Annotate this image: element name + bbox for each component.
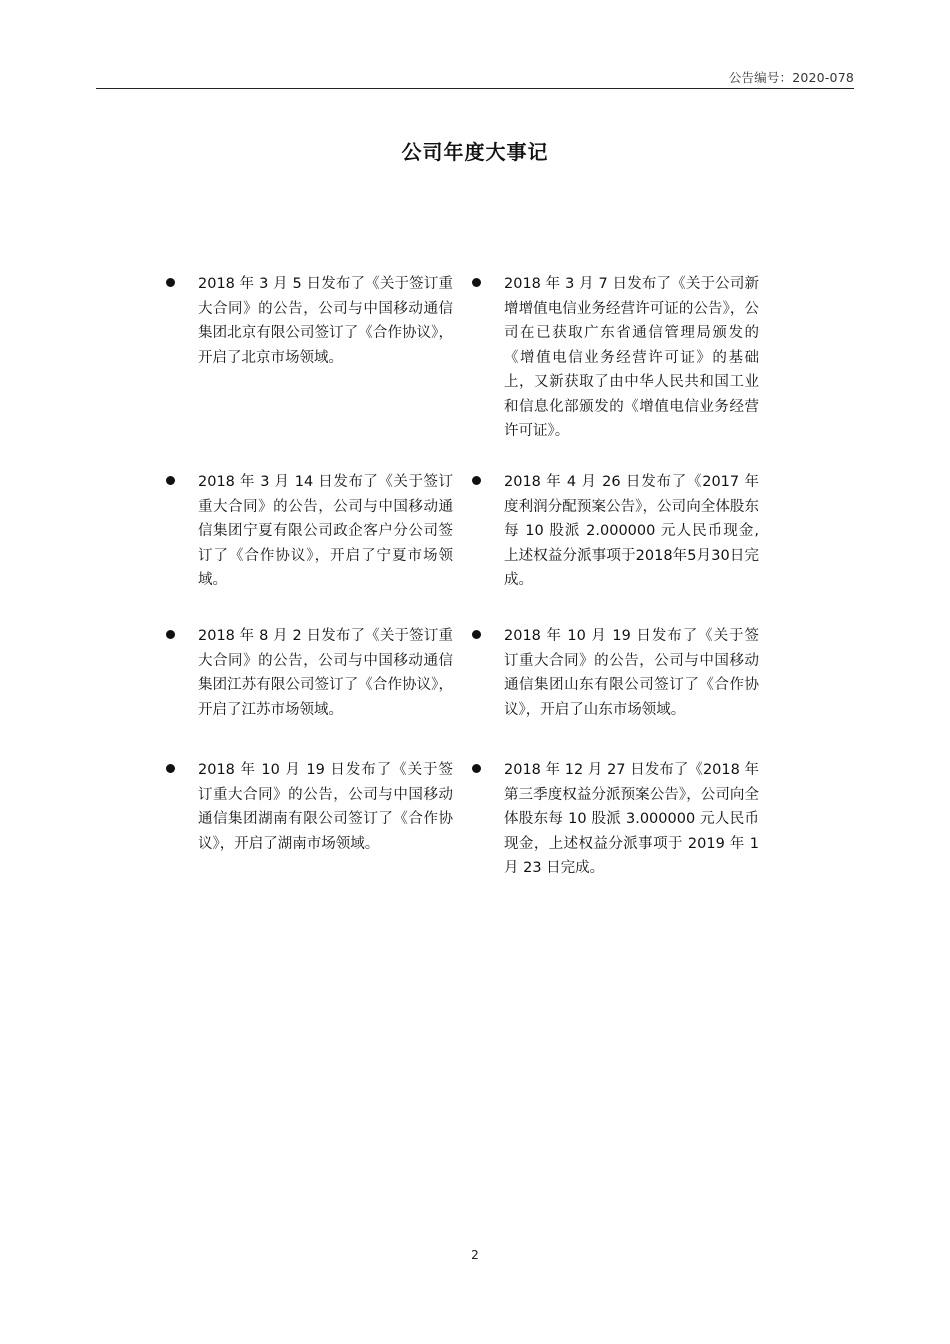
event-text: 2018 年 10 月 19 日发布了《关于签订重大合同》的公告，公司与中国移动通信集团山东有限公司签订了《合作协议》，开启了山东市场领域。 — [504, 628, 759, 718]
event-text: 2018 年 8 月 2 日发布了《关于签订重大合同》的公告，公司与中国移动通信集团江苏有限公司签订了《合作协议》，开启了江苏市场领域。 — [198, 628, 453, 718]
page-number: 2 — [471, 1248, 479, 1262]
bullet-icon — [166, 476, 175, 485]
event-text: 2018 年 3 月 5 日发布了《关于签订重大合同》的公告，公司与中国移动通信集团北京有限公司签订了《合作协议》，开启了北京市场领域。 — [198, 276, 453, 366]
announcement-number: 公告编号：2020-078 — [728, 70, 854, 85]
event-text: 2018 年 3 月 7 日发布了《关于公司新增增值电信业务经营许可证的公告》，公司在已获取广东省通信管理局颁发的《增值电信业务经营许可证》的基础上，又新获取了由中华人民共和国工业和信息化部颁发的《增值电信业务经营许可证》。 — [504, 276, 759, 439]
bullet-icon — [166, 278, 175, 287]
event-text: 2018 年 10 月 19 日发布了《关于签订重大合同》的公告，公司与中国移动通信集团湖南有限公司签订了《合作协议》，开启了湖南市场领域。 — [198, 762, 453, 852]
bullet-icon — [472, 476, 481, 485]
bullet-icon — [166, 764, 175, 773]
bullet-icon — [472, 764, 481, 773]
event-text: 2018 年 4 月 26 日发布了《2017 年度利润分配预案公告》，公司向全体股东每 10 股派 2.000000 元人民币现金,上述权益分派事项于2018年5月30日完成。 — [504, 474, 759, 588]
event-text: 2018 年 12 月 27 日发布了《2018 年第三季度权益分派预案公告》，公司向全体股东每 10 股派 3.000000 元人民币现金，上述权益分派事项于 2019 年 1 月 23 日完成。 — [504, 762, 759, 876]
bullet-icon — [472, 278, 481, 287]
bullet-icon — [166, 630, 175, 639]
document-title: 公司年度大事记 — [401, 140, 549, 164]
event-text: 2018 年 3 月 14 日发布了《关于签订重大合同》的公告，公司与中国移动通信集团宁夏有限公司政企客户分公司签订了《合作协议》，开启了宁夏市场领域。 — [198, 474, 453, 588]
header-rule — [96, 88, 854, 89]
bullet-icon — [472, 630, 481, 639]
